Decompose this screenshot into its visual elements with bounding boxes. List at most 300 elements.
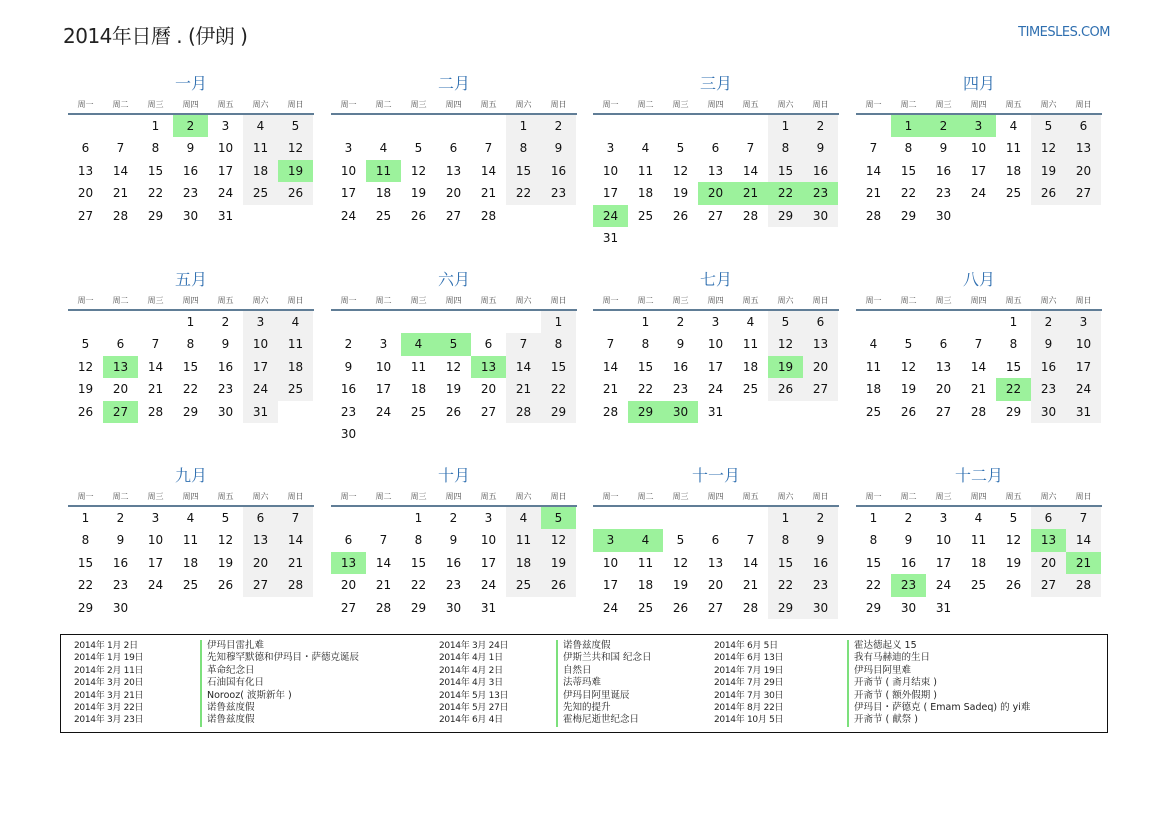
day-cell[interactable]: 7 [116, 141, 125, 156]
day-cell[interactable]: 27 [243, 574, 278, 596]
holiday-day-cell[interactable]: 3 [593, 529, 628, 551]
day-cell[interactable]: 27 [480, 404, 497, 419]
day-cell[interactable]: 6 [484, 337, 493, 352]
day-cell[interactable]: 26 [768, 378, 803, 400]
day-cell[interactable]: 6 [243, 507, 278, 529]
day-cell[interactable]: 12 [278, 137, 313, 159]
day-cell[interactable]: 16 [1031, 356, 1066, 378]
day-cell[interactable]: 8 [904, 141, 913, 156]
day-cell[interactable]: 1 [1009, 315, 1018, 329]
day-cell[interactable]: 12 [768, 333, 803, 355]
site-logo[interactable]: TIMESLES.COM [1018, 25, 1110, 40]
day-cell[interactable]: 21 [480, 186, 497, 201]
day-cell[interactable]: 6 [711, 533, 720, 548]
day-cell[interactable]: 11 [970, 533, 987, 548]
day-cell[interactable]: 20 [707, 578, 724, 593]
day-cell[interactable]: 18 [243, 160, 278, 182]
day-cell[interactable]: 15 [147, 163, 164, 178]
day-cell[interactable]: 27 [1066, 182, 1101, 204]
day-cell[interactable]: 1 [81, 511, 90, 525]
day-cell[interactable]: 2 [221, 315, 230, 329]
day-cell[interactable]: 24 [480, 578, 497, 593]
day-cell[interactable]: 21 [970, 382, 987, 397]
day-cell[interactable]: 26 [278, 182, 313, 204]
day-cell[interactable]: 12 [672, 163, 689, 178]
day-cell[interactable]: 23 [1031, 378, 1066, 400]
day-cell[interactable]: 27 [1031, 574, 1066, 596]
day-cell[interactable]: 23 [803, 574, 838, 596]
day-cell[interactable]: 4 [506, 507, 541, 529]
day-cell[interactable]: 9 [541, 137, 576, 159]
day-cell[interactable]: 25 [970, 578, 987, 593]
day-cell[interactable]: 6 [711, 141, 720, 156]
day-cell[interactable]: 28 [742, 600, 759, 615]
day-cell[interactable]: 31 [935, 600, 952, 615]
day-cell[interactable]: 18 [637, 186, 654, 201]
day-cell[interactable]: 10 [147, 533, 164, 548]
day-cell[interactable]: 25 [182, 578, 199, 593]
day-cell[interactable]: 23 [541, 182, 576, 204]
day-cell[interactable]: 7 [151, 337, 160, 352]
day-cell[interactable]: 1 [768, 507, 803, 529]
day-cell[interactable]: 19 [1005, 555, 1022, 570]
day-cell[interactable]: 10 [602, 555, 619, 570]
day-cell[interactable]: 19 [77, 382, 94, 397]
day-cell[interactable]: 15 [410, 555, 427, 570]
day-cell[interactable]: 30 [803, 597, 838, 619]
holiday-day-cell[interactable]: 23 [803, 182, 838, 204]
day-cell[interactable]: 16 [340, 382, 357, 397]
day-cell[interactable]: 29 [768, 205, 803, 227]
day-cell[interactable]: 5 [1009, 511, 1018, 525]
day-cell[interactable]: 28 [278, 574, 313, 596]
day-cell[interactable]: 9 [904, 533, 913, 548]
day-cell[interactable]: 8 [1009, 337, 1018, 352]
day-cell[interactable]: 3 [243, 311, 278, 333]
day-cell[interactable]: 22 [637, 382, 654, 397]
day-cell[interactable]: 29 [410, 600, 427, 615]
day-cell[interactable]: 16 [217, 359, 234, 374]
day-cell[interactable]: 19 [445, 382, 462, 397]
day-cell[interactable]: 27 [445, 208, 462, 223]
day-cell[interactable]: 22 [541, 378, 576, 400]
day-cell[interactable]: 15 [506, 160, 541, 182]
day-cell[interactable]: 15 [77, 555, 94, 570]
holiday-day-cell[interactable]: 1 [891, 115, 926, 137]
day-cell[interactable]: 8 [768, 137, 803, 159]
day-cell[interactable]: 19 [1031, 160, 1066, 182]
holiday-day-cell[interactable]: 5 [436, 333, 471, 355]
day-cell[interactable]: 4 [278, 311, 313, 333]
holiday-day-cell[interactable]: 2 [926, 115, 961, 137]
day-cell[interactable]: 9 [221, 337, 230, 352]
day-cell[interactable]: 20 [340, 578, 357, 593]
day-cell[interactable]: 17 [217, 163, 234, 178]
day-cell[interactable]: 20 [803, 356, 838, 378]
day-cell[interactable]: 2 [116, 511, 125, 525]
holiday-day-cell[interactable]: 24 [593, 205, 628, 227]
day-cell[interactable]: 15 [768, 552, 803, 574]
day-cell[interactable]: 7 [606, 337, 615, 352]
day-cell[interactable]: 2 [541, 115, 576, 137]
holiday-day-cell[interactable]: 4 [401, 333, 436, 355]
day-cell[interactable]: 18 [865, 382, 882, 397]
day-cell[interactable]: 1 [151, 119, 160, 133]
day-cell[interactable]: 6 [344, 533, 353, 548]
day-cell[interactable]: 25 [243, 182, 278, 204]
day-cell[interactable]: 9 [939, 141, 948, 156]
day-cell[interactable]: 16 [900, 555, 917, 570]
day-cell[interactable]: 16 [445, 555, 462, 570]
day-cell[interactable]: 4 [379, 141, 388, 156]
day-cell[interactable]: 12 [1005, 533, 1022, 548]
day-cell[interactable]: 15 [541, 356, 576, 378]
day-cell[interactable]: 14 [970, 359, 987, 374]
day-cell[interactable]: 16 [803, 552, 838, 574]
day-cell[interactable]: 29 [1005, 404, 1022, 419]
day-cell[interactable]: 7 [379, 533, 388, 548]
day-cell[interactable]: 7 [278, 507, 313, 529]
holiday-day-cell[interactable]: 23 [891, 574, 926, 596]
day-cell[interactable]: 14 [147, 359, 164, 374]
day-cell[interactable]: 3 [344, 141, 353, 156]
day-cell[interactable]: 10 [480, 533, 497, 548]
day-cell[interactable]: 14 [506, 356, 541, 378]
day-cell[interactable]: 2 [803, 115, 838, 137]
day-cell[interactable]: 26 [1005, 578, 1022, 593]
day-cell[interactable]: 28 [742, 208, 759, 223]
holiday-day-cell[interactable]: 21 [1066, 552, 1101, 574]
day-cell[interactable]: 12 [672, 555, 689, 570]
day-cell[interactable]: 3 [606, 141, 615, 156]
day-cell[interactable]: 7 [484, 141, 493, 156]
day-cell[interactable]: 7 [1066, 507, 1101, 529]
day-cell[interactable]: 6 [81, 141, 90, 156]
day-cell[interactable]: 29 [182, 404, 199, 419]
day-cell[interactable]: 19 [541, 552, 576, 574]
day-cell[interactable]: 21 [147, 382, 164, 397]
day-cell[interactable]: 27 [803, 378, 838, 400]
day-cell[interactable]: 11 [410, 359, 427, 374]
day-cell[interactable]: 24 [375, 404, 392, 419]
day-cell[interactable]: 7 [746, 533, 755, 548]
day-cell[interactable]: 26 [672, 208, 689, 223]
day-cell[interactable]: 22 [182, 382, 199, 397]
holiday-day-cell[interactable]: 13 [1031, 529, 1066, 551]
day-cell[interactable]: 26 [672, 600, 689, 615]
day-cell[interactable]: 15 [182, 359, 199, 374]
day-cell[interactable]: 17 [340, 186, 357, 201]
day-cell[interactable]: 25 [278, 378, 313, 400]
day-cell[interactable]: 24 [970, 186, 987, 201]
day-cell[interactable]: 1 [869, 511, 878, 525]
day-cell[interactable]: 25 [1005, 186, 1022, 201]
day-cell[interactable]: 28 [480, 208, 497, 223]
day-cell[interactable]: 2 [1031, 311, 1066, 333]
day-cell[interactable]: 20 [1066, 160, 1101, 182]
day-cell[interactable]: 1 [414, 511, 423, 525]
day-cell[interactable]: 12 [1031, 137, 1066, 159]
day-cell[interactable]: 17 [375, 382, 392, 397]
day-cell[interactable]: 13 [707, 163, 724, 178]
day-cell[interactable]: 19 [410, 186, 427, 201]
day-cell[interactable]: 21 [375, 578, 392, 593]
day-cell[interactable]: 29 [147, 208, 164, 223]
holiday-day-cell[interactable]: 2 [173, 115, 208, 137]
day-cell[interactable]: 26 [445, 404, 462, 419]
day-cell[interactable]: 7 [746, 141, 755, 156]
day-cell[interactable]: 18 [637, 578, 654, 593]
day-cell[interactable]: 5 [278, 115, 313, 137]
day-cell[interactable]: 2 [904, 511, 913, 525]
day-cell[interactable]: 14 [742, 163, 759, 178]
day-cell[interactable]: 5 [81, 337, 90, 352]
day-cell[interactable]: 25 [865, 404, 882, 419]
day-cell[interactable]: 21 [742, 578, 759, 593]
day-cell[interactable]: 12 [217, 533, 234, 548]
day-cell[interactable]: 31 [602, 230, 619, 245]
day-cell[interactable]: 5 [676, 533, 685, 548]
day-cell[interactable]: 31 [1066, 401, 1101, 423]
holiday-day-cell[interactable]: 13 [103, 356, 138, 378]
day-cell[interactable]: 30 [445, 600, 462, 615]
holiday-day-cell[interactable]: 20 [698, 182, 733, 204]
day-cell[interactable]: 9 [1031, 333, 1066, 355]
day-cell[interactable]: 9 [803, 529, 838, 551]
day-cell[interactable]: 14 [278, 529, 313, 551]
day-cell[interactable]: 31 [707, 404, 724, 419]
day-cell[interactable]: 15 [900, 163, 917, 178]
day-cell[interactable]: 18 [1005, 163, 1022, 178]
day-cell[interactable]: 14 [1066, 529, 1101, 551]
day-cell[interactable]: 1 [641, 315, 650, 329]
day-cell[interactable]: 25 [410, 404, 427, 419]
day-cell[interactable]: 17 [243, 356, 278, 378]
day-cell[interactable]: 2 [803, 507, 838, 529]
day-cell[interactable]: 24 [217, 186, 234, 201]
day-cell[interactable]: 24 [1066, 378, 1101, 400]
day-cell[interactable]: 20 [935, 382, 952, 397]
day-cell[interactable]: 21 [112, 186, 129, 201]
day-cell[interactable]: 8 [414, 533, 423, 548]
day-cell[interactable]: 2 [676, 315, 685, 329]
day-cell[interactable]: 30 [900, 600, 917, 615]
day-cell[interactable]: 30 [935, 208, 952, 223]
day-cell[interactable]: 8 [151, 141, 160, 156]
day-cell[interactable]: 10 [375, 359, 392, 374]
day-cell[interactable]: 27 [77, 208, 94, 223]
day-cell[interactable]: 4 [974, 511, 983, 525]
day-cell[interactable]: 9 [344, 359, 353, 374]
day-cell[interactable]: 3 [221, 119, 230, 133]
day-cell[interactable]: 4 [746, 315, 755, 329]
day-cell[interactable]: 30 [217, 404, 234, 419]
day-cell[interactable]: 29 [77, 600, 94, 615]
day-cell[interactable]: 16 [672, 359, 689, 374]
day-cell[interactable]: 9 [676, 337, 685, 352]
day-cell[interactable]: 9 [449, 533, 458, 548]
day-cell[interactable]: 18 [506, 552, 541, 574]
day-cell[interactable]: 6 [939, 337, 948, 352]
day-cell[interactable]: 8 [186, 337, 195, 352]
day-cell[interactable]: 11 [182, 533, 199, 548]
day-cell[interactable]: 17 [602, 578, 619, 593]
day-cell[interactable]: 18 [182, 555, 199, 570]
holiday-day-cell[interactable]: 19 [278, 160, 313, 182]
day-cell[interactable]: 26 [541, 574, 576, 596]
day-cell[interactable]: 22 [865, 578, 882, 593]
day-cell[interactable]: 21 [602, 382, 619, 397]
day-cell[interactable]: 31 [217, 208, 234, 223]
holiday-day-cell[interactable]: 3 [961, 115, 996, 137]
day-cell[interactable]: 10 [602, 163, 619, 178]
day-cell[interactable]: 11 [506, 529, 541, 551]
day-cell[interactable]: 23 [217, 382, 234, 397]
day-cell[interactable]: 20 [77, 186, 94, 201]
day-cell[interactable]: 17 [970, 163, 987, 178]
day-cell[interactable]: 11 [278, 333, 313, 355]
day-cell[interactable]: 10 [707, 337, 724, 352]
holiday-day-cell[interactable]: 29 [628, 401, 663, 423]
day-cell[interactable]: 29 [768, 597, 803, 619]
day-cell[interactable]: 29 [865, 600, 882, 615]
day-cell[interactable]: 9 [803, 137, 838, 159]
day-cell[interactable]: 31 [480, 600, 497, 615]
day-cell[interactable]: 20 [445, 186, 462, 201]
day-cell[interactable]: 11 [865, 359, 882, 374]
day-cell[interactable]: 22 [77, 578, 94, 593]
day-cell[interactable]: 17 [1066, 356, 1101, 378]
day-cell[interactable]: 30 [1031, 401, 1066, 423]
day-cell[interactable]: 7 [869, 141, 878, 156]
day-cell[interactable]: 22 [147, 186, 164, 201]
day-cell[interactable]: 23 [112, 578, 129, 593]
day-cell[interactable]: 21 [278, 552, 313, 574]
holiday-day-cell[interactable]: 21 [733, 182, 768, 204]
day-cell[interactable]: 5 [1031, 115, 1066, 137]
day-cell[interactable]: 27 [340, 600, 357, 615]
holiday-day-cell[interactable]: 11 [366, 160, 401, 182]
day-cell[interactable]: 19 [217, 555, 234, 570]
day-cell[interactable]: 30 [112, 600, 129, 615]
holiday-day-cell[interactable]: 5 [541, 507, 576, 529]
day-cell[interactable]: 26 [217, 578, 234, 593]
day-cell[interactable]: 1 [768, 115, 803, 137]
day-cell[interactable]: 22 [900, 186, 917, 201]
day-cell[interactable]: 27 [935, 404, 952, 419]
holiday-day-cell[interactable]: 30 [663, 401, 698, 423]
day-cell[interactable]: 20 [1031, 552, 1066, 574]
day-cell[interactable]: 20 [480, 382, 497, 397]
day-cell[interactable]: 5 [221, 511, 230, 525]
day-cell[interactable]: 11 [742, 337, 759, 352]
day-cell[interactable]: 26 [77, 404, 94, 419]
day-cell[interactable]: 12 [900, 359, 917, 374]
day-cell[interactable]: 19 [672, 186, 689, 201]
day-cell[interactable]: 6 [1031, 507, 1066, 529]
day-cell[interactable]: 3 [939, 511, 948, 525]
day-cell[interactable]: 25 [375, 208, 392, 223]
day-cell[interactable]: 13 [803, 333, 838, 355]
day-cell[interactable]: 13 [1066, 137, 1101, 159]
day-cell[interactable]: 9 [116, 533, 125, 548]
day-cell[interactable]: 4 [1009, 119, 1018, 133]
day-cell[interactable]: 30 [803, 205, 838, 227]
day-cell[interactable]: 18 [278, 356, 313, 378]
holiday-day-cell[interactable]: 22 [768, 182, 803, 204]
day-cell[interactable]: 14 [112, 163, 129, 178]
day-cell[interactable]: 13 [243, 529, 278, 551]
day-cell[interactable]: 8 [81, 533, 90, 548]
day-cell[interactable]: 1 [186, 315, 195, 329]
day-cell[interactable]: 22 [768, 574, 803, 596]
day-cell[interactable]: 11 [1005, 141, 1022, 156]
day-cell[interactable]: 26 [410, 208, 427, 223]
day-cell[interactable]: 25 [637, 600, 654, 615]
day-cell[interactable]: 4 [243, 115, 278, 137]
day-cell[interactable]: 14 [865, 163, 882, 178]
day-cell[interactable]: 10 [243, 333, 278, 355]
day-cell[interactable]: 12 [445, 359, 462, 374]
day-cell[interactable]: 11 [637, 163, 654, 178]
day-cell[interactable]: 17 [480, 555, 497, 570]
day-cell[interactable]: 24 [340, 208, 357, 223]
day-cell[interactable]: 27 [707, 208, 724, 223]
day-cell[interactable]: 24 [243, 378, 278, 400]
day-cell[interactable]: 16 [112, 555, 129, 570]
day-cell[interactable]: 23 [445, 578, 462, 593]
day-cell[interactable]: 18 [742, 359, 759, 374]
day-cell[interactable]: 20 [112, 382, 129, 397]
holiday-day-cell[interactable]: 13 [331, 552, 366, 574]
day-cell[interactable]: 24 [935, 578, 952, 593]
day-cell[interactable]: 18 [410, 382, 427, 397]
day-cell[interactable]: 31 [243, 401, 278, 423]
day-cell[interactable]: 22 [506, 182, 541, 204]
holiday-day-cell[interactable]: 19 [768, 356, 803, 378]
day-cell[interactable]: 19 [900, 382, 917, 397]
day-cell[interactable]: 2 [449, 511, 458, 525]
day-cell[interactable]: 13 [445, 163, 462, 178]
day-cell[interactable]: 4 [186, 511, 195, 525]
day-cell[interactable]: 17 [147, 555, 164, 570]
day-cell[interactable]: 23 [340, 404, 357, 419]
day-cell[interactable]: 5 [676, 141, 685, 156]
day-cell[interactable]: 2 [344, 337, 353, 352]
holiday-day-cell[interactable]: 27 [103, 401, 138, 423]
day-cell[interactable]: 8 [869, 533, 878, 548]
day-cell[interactable]: 28 [506, 401, 541, 423]
day-cell[interactable]: 14 [742, 555, 759, 570]
day-cell[interactable]: 15 [637, 359, 654, 374]
day-cell[interactable]: 30 [182, 208, 199, 223]
day-cell[interactable]: 28 [970, 404, 987, 419]
holiday-day-cell[interactable]: 22 [996, 378, 1031, 400]
day-cell[interactable]: 13 [707, 555, 724, 570]
day-cell[interactable]: 11 [637, 555, 654, 570]
day-cell[interactable]: 25 [506, 574, 541, 596]
day-cell[interactable]: 5 [904, 337, 913, 352]
day-cell[interactable]: 12 [77, 359, 94, 374]
day-cell[interactable]: 8 [768, 529, 803, 551]
day-cell[interactable]: 8 [541, 333, 576, 355]
day-cell[interactable]: 10 [217, 141, 234, 156]
day-cell[interactable]: 26 [900, 404, 917, 419]
day-cell[interactable]: 15 [865, 555, 882, 570]
holiday-day-cell[interactable]: 4 [628, 529, 663, 551]
day-cell[interactable]: 23 [182, 186, 199, 201]
day-cell[interactable]: 25 [742, 382, 759, 397]
